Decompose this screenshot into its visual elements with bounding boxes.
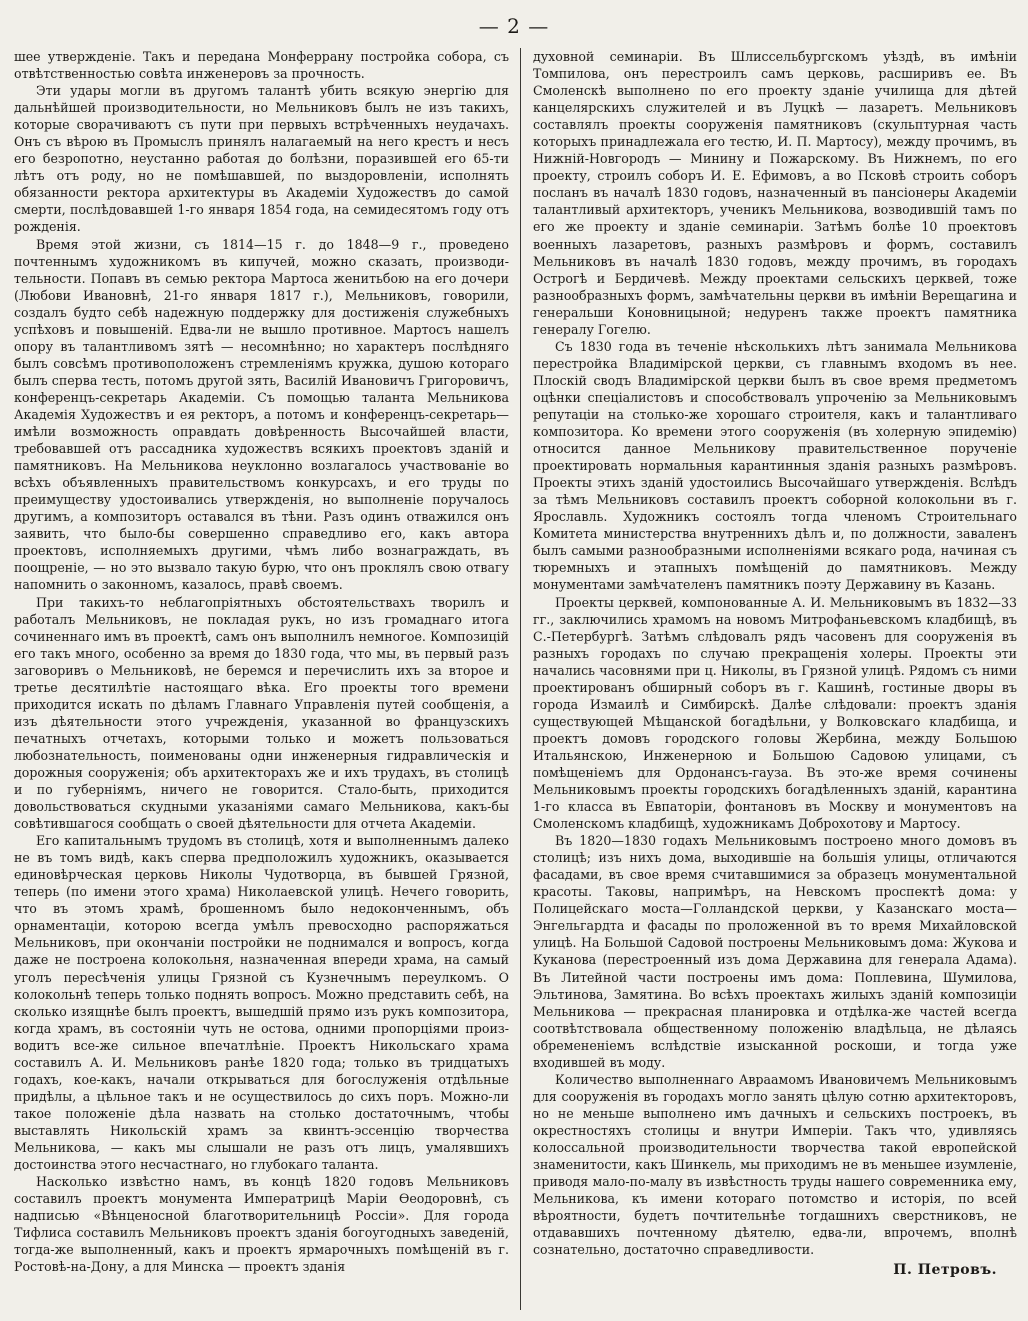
right-column bbox=[533, 48, 1017, 1279]
paragraph: духовной семинаріи. Въ Шлиссельбургскомъ уѣздѣ, въ имѣніи Томпилова, онъ перестроилъ самъ церковь, расширивъ ее. Въ Смоленскѣ выполнено по его проекту зданіе училища для дѣтей канцелярскихъ служителей и въ Луцкѣ — лазаретъ. Мельниковъ составлялъ проекты сооруженія памятниковъ (скульптурная часть которыхъ принадлежала его тестю, И. П. Мартосу), между прочимъ, въ Нижній-Новгородъ — Минину и Пожарскому. Въ Нижнемъ, по его проекту, строилъ соборъ И. Е. Ефимовъ, а во Псковѣ строить соборъ посланъ въ началѣ 1830 годовъ, назначенный въ пансіонеры Академіи талантливый архитекторъ, ученикъ Мельникова, возводившій тамъ по его же проекту и зданіе семинаріи. Затѣмъ болѣе 10 проектовъ военныхъ лазаретовъ, разныхъ размѣровъ и формъ, составилъ Мельниковъ въ началѣ 1830 годовъ, между прочимъ, въ городахъ Острогѣ и Бердичевѣ. Между проектами сельскихъ церквей, тоже разнообразныхъ формъ, замѣчательны церкви въ имѣніи Верещагина и генеральши Коновницыной; недуренъ также проектъ памятника генералу Гогелю. bbox=[533, 49, 1017, 337]
paragraph: шее утвержденіе. Такъ и передана Монферрану постройка собора, съ отвѣтственностью совѣта инженеровъ за прочность. bbox=[14, 49, 509, 82]
paragraph: Въ 1820—1830 годахъ Мельниковымъ построено много домовъ въ столицѣ; изъ нихъ дома, выходившіе на большія улицы, отличаются фасадами, въ свое время считавшимися за образецъ монументальной красоты. Таковы, напримѣръ, на Невскомъ проспектѣ дома: у Полицейскаго моста—Голландской церкви, у Казанскаго моста—Энгельгардта и фасады по проложенной въ то время Михайловской улицѣ. На Большой Садовой построены Мельниковымъ дома: Жукова и Куканова (перестроенный изъ дома Державина для генерала Адама). Въ Литейной части построены имъ дома: Поплевина, Шумилова, Эльтинова, Замятина. Во всѣхъ проектахъ жилыхъ зданій композиціи Мельникова — прекрасная планировка и отдѣлка-же частей всегда соотвѣтствовала общественному положенію владѣльца, не дѣлаясь обремененіемъ вслѣдствіе изысканной роскоши, и тогда уже входившей въ моду. bbox=[533, 833, 1017, 1070]
author-signature: П. Петровъ. bbox=[893, 1262, 997, 1279]
paragraph: При такихъ-то неблагопріятныхъ обстоятельствахъ творилъ и работалъ Мельниковъ, не покладая рукъ, но изъ громаднаго итога сочиненнаго имъ въ проектѣ, самъ онъ выполнилъ немногое. Композицій его такъ много, особенно за время до 1830 года, что мы, въ первый разъ заговоривъ о Мельниковѣ, не беремся и перечислить ихъ за второе и третье десятилѣтіе настоящаго вѣка. Его проекты того времени приходится искать по дѣламъ Главнаго Управленія путей сообщенія, а изъ дѣятельности этого учрежденія, указанной во французскихъ печатныхъ отчетахъ, которыми только и можетъ пользоваться любознательность, поименованы одни инженерныя гидравлическія и дорожныя сооруженія; объ архитекторахъ же и ихъ трудахъ, въ столицѣ и по губерніямъ, ничего не говорится. Стало-быть, приходится довольствоваться скудными указаніями самаго Мельникова, какъ-бы совѣтившагося сообщать о своей дѣятельности для отчета Академіи. bbox=[14, 594, 509, 832]
paragraph: Количество выполненнаго Авраамомъ Ивановичемъ Мельниковымъ для сооруженія въ городахъ могло занять цѣлую сотню архитекторовъ, но не меньше выполнено имъ дачныхъ и сельскихъ построекъ, въ окрестностяхъ столицы и внутри Имперіи. Такъ что, удивляясь колоссальной производительности творчества такой европейской знаменитости, какъ Шинкель, мы приходимъ не въ меньшее изумленіе, приводя мало-по-малу въ извѣстность труды нашего современника ему, Мельникова, къ имени котораго потомство и исторія, по всей вѣроятности, будетъ почтительнѣе тогдашнихъ сверстниковъ, не отдававшихъ почтенному дѣятелю, едва-ли, впрочемъ, вполнѣ сознательно, достаточно справедливости. bbox=[533, 1071, 1017, 1258]
paragraph: Съ 1830 года въ теченіе нѣсколькихъ лѣтъ занимала Мельникова перестройка Владимірской церкви, съ главнымъ входомъ въ нее. Плоскій сводъ Владимірской церкви былъ въ свое время предметомъ оцѣнки спеціалистовъ и способствовалъ упроченію за Мельниковымъ репутаціи на столько-же хорошаго строителя, какъ и талантливаго композитора. Ко времени этого сооруженія (въ холерную эпидемію) относится данное Мельникову правительственное порученіе проектировать нормальныя карантинныя зданія разныхъ размѣровъ. Проекты этихъ зданій удостоились Высочайшаго утвержденія. Вслѣдъ за тѣмъ Мельниковъ составилъ проектъ соборной колокольни въ г. Ярославль. Художникъ состоялъ тогда членомъ Строительнаго Комитета министерства внутреннихъ дѣлъ и, по должности, заваленъ былъ самыми разнообразными исполненіями всякаго рода, начиная съ тюремныхъ и этапныхъ помѣщеній до памятниковъ. Между монументами замѣчателенъ памятникъ поэту Державину въ Казань. bbox=[533, 338, 1017, 593]
paragraph: Эти удары могли въ другомъ талантѣ убить всякую энергію для дальнѣйшей производительности, но Мельниковъ былъ не изъ такихъ, которые сворачиваютъ съ пути при первыхъ встрѣченныхъ неудачахъ. Онъ съ вѣрою въ Промыслъ принялъ налагаемый на него крестъ и несъ его безропотно, неустанно работая до болѣзни, поразившей его 65-ти лѣтъ отъ роду, но не помѣшавшей, по выздоровленіи, исполнять обязанности ректора архитектуры въ Академіи Художествъ до самой смерти, послѣдовавшей 1-го января 1854 года, на семидесятомъ году отъ рожденія. bbox=[14, 83, 509, 235]
page-number: — 2 — bbox=[478, 14, 550, 38]
paragraph: Его капитальнымъ трудомъ въ столицѣ, хотя и выполненнымъ далеко не въ томъ видѣ, какъ сперва предположилъ художникъ, оказывается единовѣрческая церковь Николы Чудотворца, въ бывшей Грязной, теперь (по имени этого храма) Николаевской улицѣ. Нечего говорить, что въ этомъ храмѣ, брошенномъ было недоконченнымъ, объ орнаментаціи, которою всегда умѣлъ превосходно распоряжаться Мельниковъ, при окончаніи постройки не поднимался и вопросъ, когда даже не построена колокольня, назначенная впереди храма, на самый уголъ пересѣченія улицы Грязной съ Кузнечнымъ переулкомъ. О колокольнѣ теперь только поднять вопросъ. Можно представить себѣ, на сколько изящнѣе былъ проектъ, вышедшій прямо изъ рукъ композитора, когда храмъ, въ состояніи чуть не остова, одними пропорціями производитъ все-же сильное впечатлѣніе. Проектъ Никольскаго храма составилъ А. И. Мельниковъ ранѣе 1820 года; только въ тридцатыхъ годахъ, кое-какъ, начали открываться для богослуженія отдѣльные придѣлы, а цѣльное такъ и не осуществилось до сихъ поръ. Можно-ли такое положеніе дѣла назвать на столько достаточнымъ, чтобы выставлять Никольскій храмъ за квинтъ-эссенцію творчества Мельникова, — какъ мы слышали не разъ отъ лицъ, умалявшихъ достоинства этого несчастнаго, но глубокаго таланта. bbox=[14, 833, 509, 1173]
paragraph: Насколько извѣстно намъ, въ концѣ 1820 годовъ Мельниковъ составилъ проектъ монумента Императрицѣ Маріи Ѳеодоровнѣ, съ надписью «Вѣнценосной благотворительницѣ Россіи». Для города Тифлиса составилъ Мельниковъ проектъ зданія богоугодныхъ заведеній, тогда-же выполненный, какъ и проектъ ярмарочныхъ помѣщеній въ г. Ростовѣ-на-Дону, а для Минска — проектъ зданія bbox=[14, 1174, 509, 1275]
left-column bbox=[14, 48, 509, 1275]
paragraph: Проекты церквей, компонованные А. И. Мельниковымъ въ 1832—33 гг., заключились храмомъ на новомъ Митрофаньевскомъ кладбищѣ, въ С.-Петербургѣ. Затѣмъ слѣдовалъ рядъ часовенъ для сооруженія въ разныхъ городахъ по случаю прекращенія холеры. Проекты эти начались часовнями при ц. Николы, въ Грязной улицѣ. Рядомъ съ ними проектированъ обширный соборъ въ г. Кашинѣ, гостиные дворы въ города Измаилѣ и Симбирскѣ. Далѣе слѣдовали: проектъ зданія существующей Мѣщанской богадѣльни, у Волковскаго кладбища, и проектъ домовъ городского головы Жербина, между Большою Итальянскою, Инженерною и Большою Садовою улицами, съ помѣщеніемъ для Ордонансъ-гауза. Въ это-же время сочинены Мельниковымъ проекты городскихъ богадѣленныхъ зданій, карантина 1-го класса въ Евпаторіи, фонтановъ въ Москву и монументовъ на Смоленскомъ кладбищѣ, художникамъ Доброхотову и Мартосу. bbox=[533, 594, 1017, 832]
column-divider bbox=[520, 48, 521, 1310]
paragraph: Время этой жизни, съ 1814—15 г. до 1848—9 г., проведено почтеннымъ художникомъ въ кипучей, можно сказать, производительности. Попавъ въ семью ректора Мартоса женитьбою на его дочери (Любови Ивановнѣ, 21-го января 1817 г.), Мельниковъ, говорили, создалъ будто себѣ надежную поддержку для достиженія служебныхъ успѣховъ и повышеній. Едва-ли не вышло противное. Мартосъ нашелъ опору въ талантливомъ зятѣ — несомнѣнно; но характеръ послѣдняго былъ совсѣмъ противоположенъ стремленіямъ кружка, душою котораго былъ сперва тесть, потомъ другой зять, Василій Ивановичъ Григоровичъ, конференцъ-секретарь Академіи. Съ помощью таланта Мельникова Академія Художествъ и ея ректоръ, а потомъ и конференцъ-секретарь—имѣли возможность оправдать довѣренность Высочайшей власти, требовавшей отъ рассадника художествъ всякихъ проектовъ зданій и памятниковъ. На Мельникова неуклонно возлагалось участвованіе во всѣхъ объявленныхъ правительствомъ конкурсахъ, и его труды по преимуществу удостоивались утвержденія, но выполненіе поручалось другимъ, а композиторъ оставался въ тѣни. Разъ одинъ отважился онъ заявить, что было-бы совершенно справедливо его, какъ автора проектовъ, исполняемыхъ другими, чѣмъ либо вознаграждать, въ поощреніе, — но это вызвало такую бурю, что онъ проклялъ свою отвагу напомнить о законномъ, казалось, правѣ своемъ. bbox=[14, 236, 509, 593]
